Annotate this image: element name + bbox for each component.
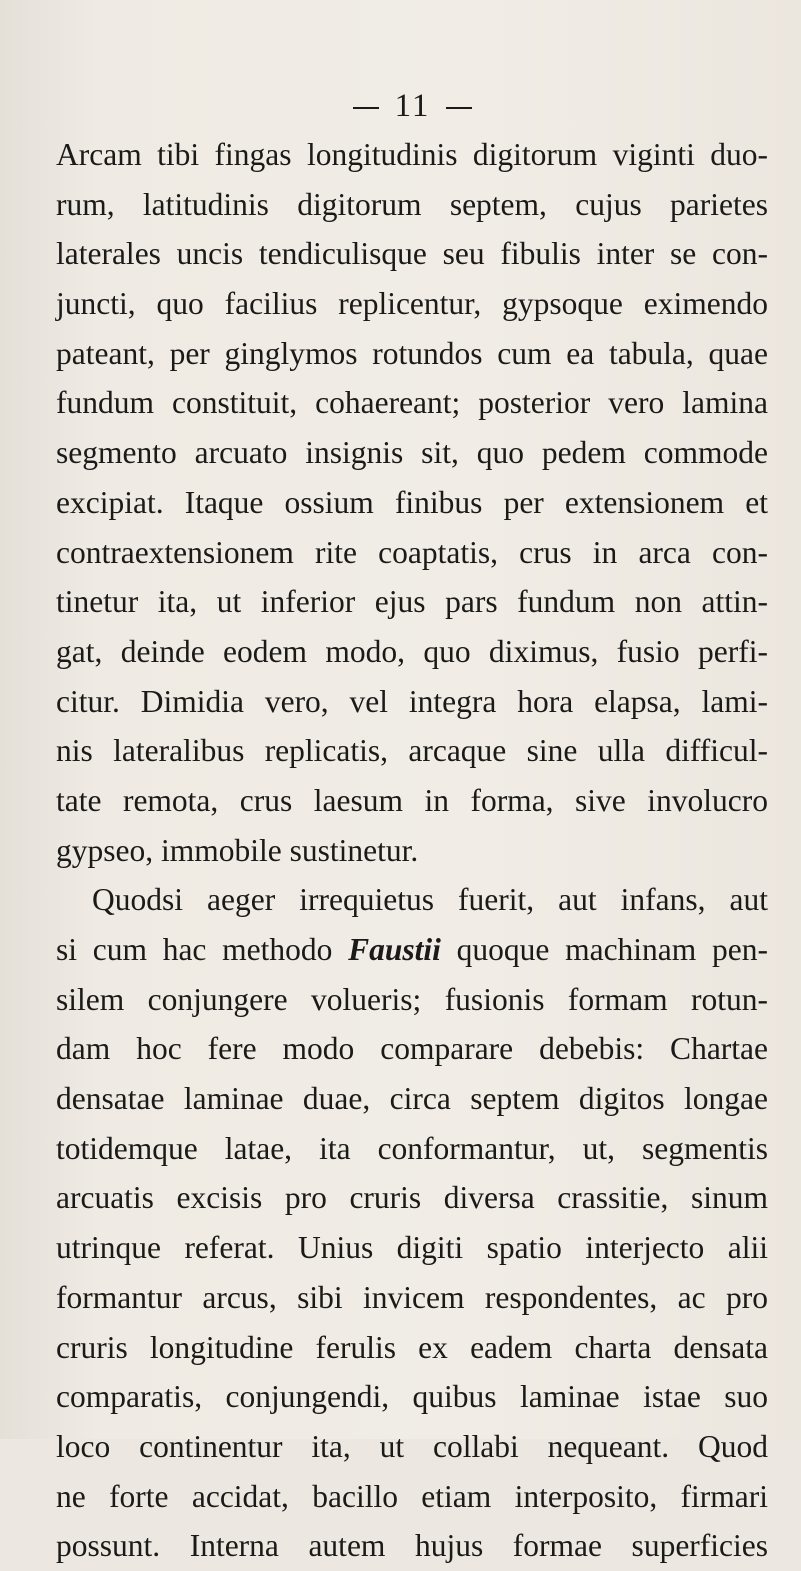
text-span: si cum hac methodo xyxy=(56,932,349,967)
text-line: gypseo, immobile sustinetur. xyxy=(56,832,419,868)
page-number: 11 xyxy=(394,88,431,124)
text-line: Quodsi aeger irrequietus fuerit, aut infans, aut xyxy=(92,882,768,918)
text-line: formantur arcus, sibi invicem respondentes, ac pro xyxy=(56,1279,768,1315)
text-line: fundum constituit, cohaereant; posterior vero lamina xyxy=(56,385,768,421)
text-line: gat, deinde eodem modo, quo diximus, fusio perfi- xyxy=(56,633,768,669)
text-line: citur. Dimidia vero, vel integra hora elapsa, lami- xyxy=(56,683,768,719)
text-line: segmento arcuato insignis sit, quo pedem commode xyxy=(56,435,768,471)
header-dash-right xyxy=(446,107,472,109)
body-text xyxy=(56,130,768,1571)
text-span: quoque machinam pen- xyxy=(440,932,768,967)
text-line: totidemque latae, ita conformantur, ut, segmentis xyxy=(56,1130,768,1166)
text-line: pateant, per ginglymos rotundos cum ea tabula, quae xyxy=(56,335,768,371)
text-line: excipiat. Itaque ossium finibus per extensionem et xyxy=(56,484,768,520)
text-line: nis lateralibus replicatis, arcaque sine ulla difficul- xyxy=(56,733,768,769)
author-name: Faustii xyxy=(348,932,441,967)
text-line: tate remota, crus laesum in forma, sive involucro xyxy=(56,782,768,818)
text-line: tinetur ita, ut inferior ejus pars fundum non attin- xyxy=(56,584,768,620)
text-line: cruris longitudine ferulis ex eadem charta densata xyxy=(56,1329,768,1365)
text-line: laterales uncis tendiculisque seu fibulis inter se con- xyxy=(56,236,768,272)
text-line: Arcam tibi fingas longitudinis digitorum viginti duo- xyxy=(56,137,768,172)
text-line: arcuatis excisis pro cruris diversa crassitie, sinum xyxy=(56,1180,768,1216)
text-line: ne forte accidat, bacillo etiam interposito, firmari xyxy=(56,1478,768,1514)
text-line: contraextensionem rite coaptatis, crus in arca con- xyxy=(56,534,768,570)
text-line: silem conjungere volueris; fusionis formam rotun- xyxy=(56,981,768,1017)
text-line: comparatis, conjungendi, quibus laminae istae suo xyxy=(56,1379,768,1415)
header-dash-left xyxy=(353,107,379,109)
text-line: possunt. Interna autem hujus formae superficies xyxy=(56,1528,768,1564)
text-line: densatae laminae duae, circa septem digitos longae xyxy=(56,1081,768,1117)
text-line: loco continentur ita, ut collabi nequeant. Quod xyxy=(56,1428,768,1464)
text-line: juncti, quo facilius replicentur, gypsoque eximendo xyxy=(56,286,768,322)
text-line: utrinque referat. Unius digiti spatio interjecto alii xyxy=(56,1230,768,1266)
text-line: rum, latitudinis digitorum septem, cujus parietes xyxy=(56,186,768,222)
page-header xyxy=(12,88,801,125)
text-line: dam hoc fere modo comparare debebis: Chartae xyxy=(56,1031,768,1067)
text-line-with-name xyxy=(56,925,768,975)
